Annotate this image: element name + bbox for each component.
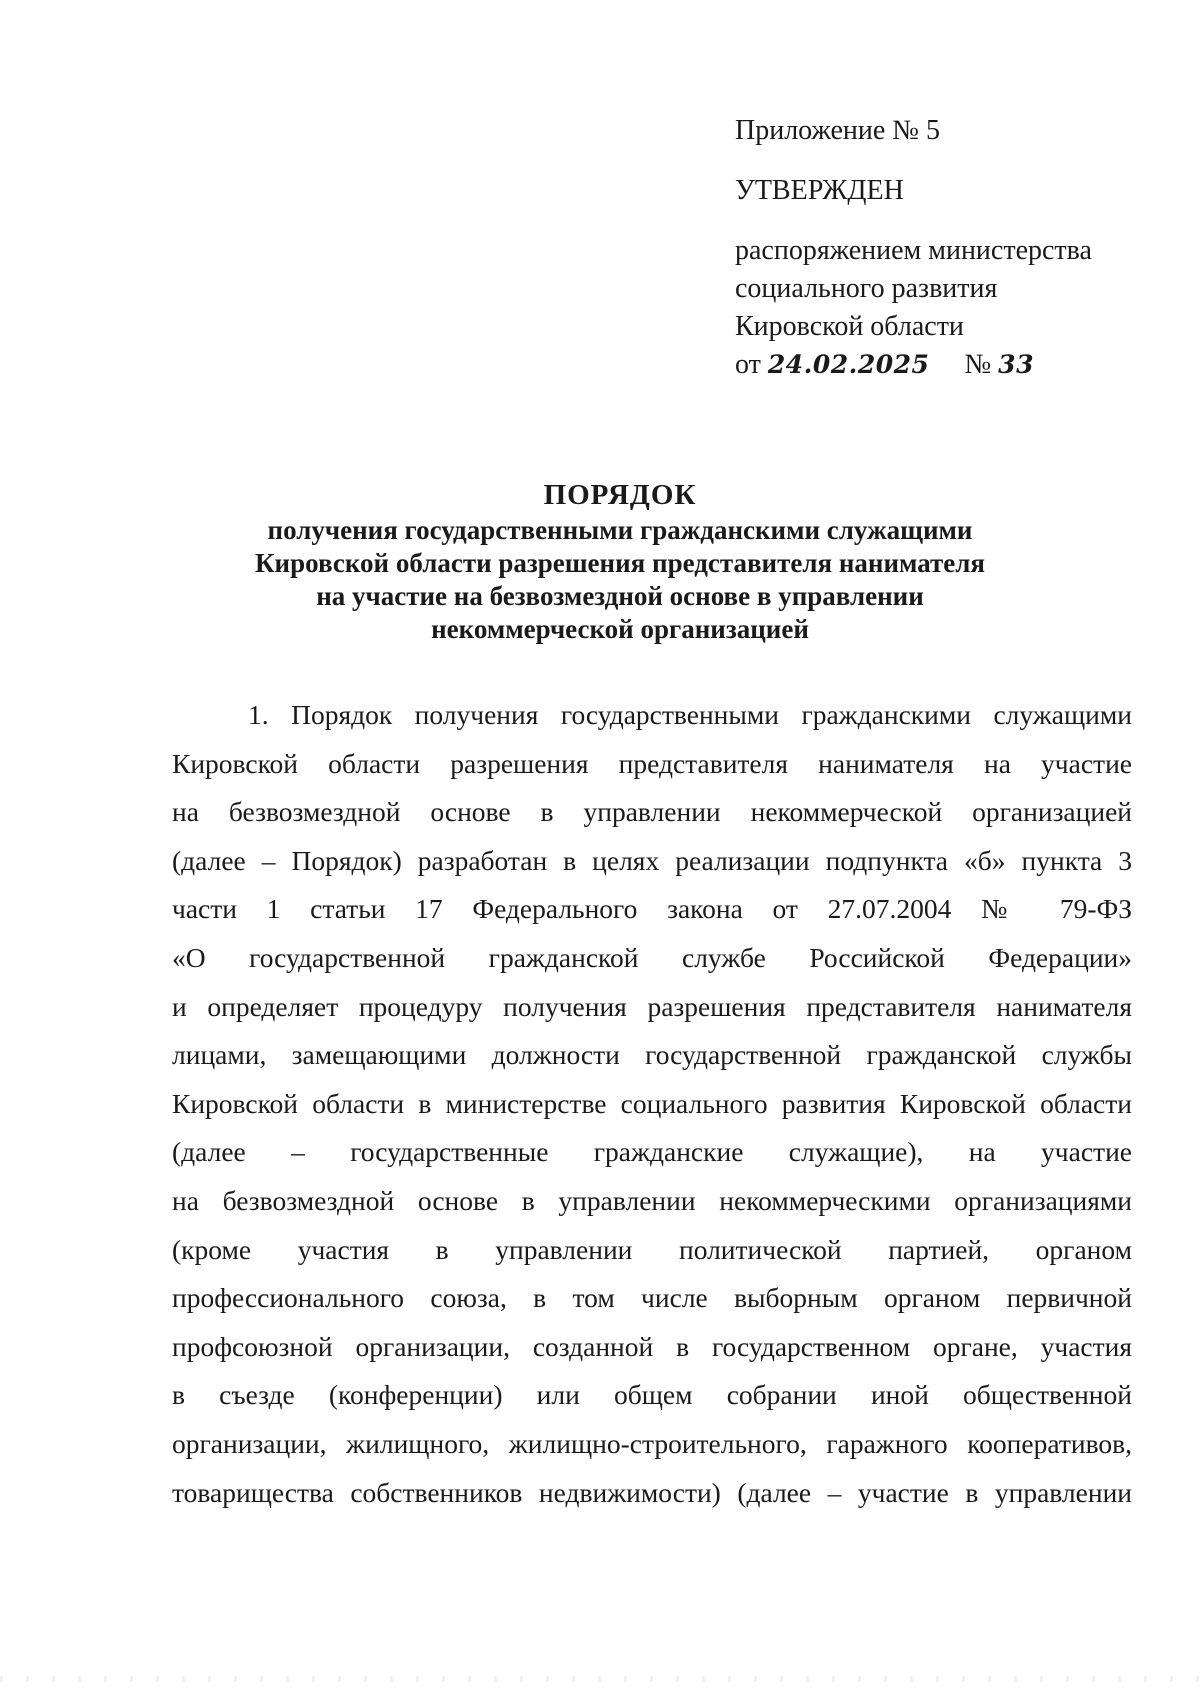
date-prefix: от [735,349,761,380]
body-line: профессионального союза, в том числе выборным органом первичной [172,1282,1132,1314]
body-line: (кроме участия в управлении политической партией, органом [172,1233,1132,1265]
appendix-label: Приложение № 5 [735,115,940,146]
subtitle-line: на участие на безвозмездной основе в управлении [316,581,924,611]
handwritten-number: 33 [998,350,1034,379]
body-line: Кировской области разрешения представителя нанимателя на участие [172,747,1132,779]
handwritten-date: 24.02.2025 [767,350,930,379]
body-line: и определяет процедуру получения разрешения представителя нанимателя [172,990,1132,1022]
body-line: (далее – государственные гражданские служащие), на участие [172,1136,1132,1168]
body-line: товарищества собственников недвижимости) (далее – участие в управлении [172,1476,1132,1508]
decree-date-line [735,346,1155,384]
body-line: в съезде (конференции) или общем собрании иной общественной [172,1379,1132,1411]
body-line: 1. Порядок получения государственными гражданскими служащими [248,699,1132,730]
approved-label: УТВЕРЖДЕН [735,175,904,206]
body-line: профсоюзной организации, созданной в государственном органе, участия [172,1330,1132,1362]
title-main: ПОРЯДОК [543,479,697,511]
title-subtitle [170,514,1070,646]
body-line: Кировской области в министерстве социального развития Кировской области [172,1087,1132,1119]
decree-reference [735,232,1155,384]
number-prefix: № [964,349,992,380]
decree-line: распоряжением министерства [735,235,1092,266]
body-line: части 1 статьи 17 Федерального закона от 27.07.2004 № 79-ФЗ [172,893,1132,925]
approval-stamp-block [735,112,1155,384]
body-paragraph [172,697,1132,1523]
body-line: лицами, замещающими должности государственной гражданской службы [172,1039,1132,1071]
subtitle-line: получения государственными гражданскими служащими [267,515,973,545]
body-line: организации, жилищного, жилищно-строительного, гаражного кооперативов, [172,1427,1132,1459]
body-line: на безвозмездной основе в управлении некоммерческой организацией [172,796,1132,828]
decree-line: Кировской области [735,311,964,342]
body-line: «О государственной гражданской службе Российской Федерации» [172,941,1132,973]
subtitle-line: некоммерческой организацией [431,614,809,644]
body-line: (далее – Порядок) разработан в целях реализации подпункта «б» пункта 3 [172,844,1132,876]
scan-noise [0,1676,1200,1682]
body-line: на безвозмездной основе в управлении некоммерческими организациями [172,1184,1132,1216]
document-title [170,476,1070,646]
decree-line: социального развития [735,273,998,304]
subtitle-line: Кировской области разрешения представителя нанимателя [254,548,986,578]
